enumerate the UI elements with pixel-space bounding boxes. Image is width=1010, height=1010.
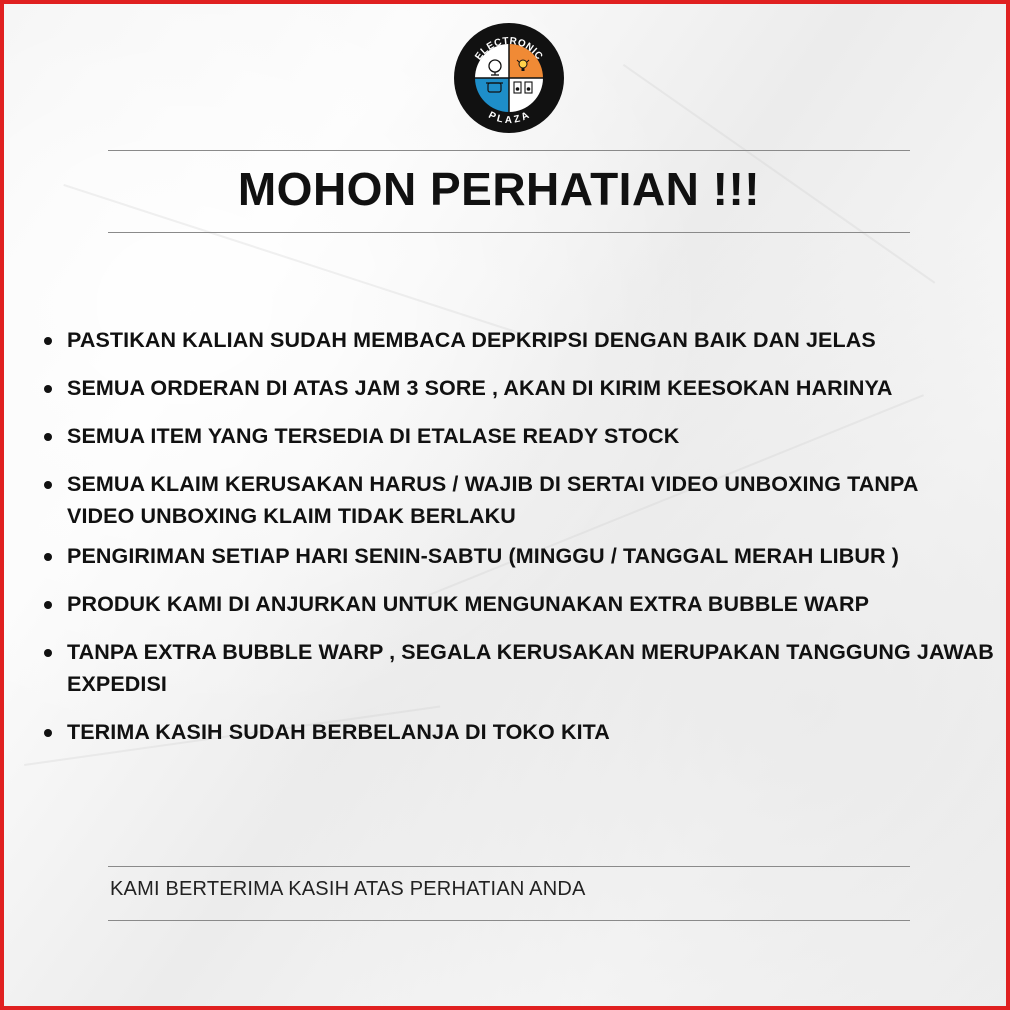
notice-text: TANPA EXTRA BUBBLE WARP , SEGALA KERUSAKAN MERUPAKAN TANGGUNG JAWAB EXPEDISI xyxy=(67,640,994,696)
bullet-icon xyxy=(44,601,52,609)
bullet-icon xyxy=(44,729,52,737)
notice-text: PRODUK KAMI DI ANJURKAN UNTUK MENGUNAKAN EXTRA BUBBLE WARP xyxy=(67,592,870,616)
notice-text: SEMUA KLAIM KERUSAKAN HARUS / WAJIB DI SERTAI VIDEO UNBOXING TANPA VIDEO UNBOXING KLAIM TIDAK BERLAKU xyxy=(67,472,918,528)
bullet-icon xyxy=(44,385,52,393)
electronic-plaza-logo xyxy=(453,22,565,134)
logo-top-text: ELECTRONIC xyxy=(473,35,545,63)
list-item xyxy=(40,540,990,572)
page-title: MOHON PERHATIAN !!! xyxy=(237,163,761,215)
notice-text: PASTIKAN KALIAN SUDAH MEMBACA DEPKRIPSI DENGAN BAIK DAN JELAS xyxy=(67,328,876,352)
divider-title-bottom xyxy=(108,232,910,233)
bullet-icon xyxy=(44,553,52,561)
logo-bottom-text: PLAZA xyxy=(486,109,532,127)
divider-top xyxy=(108,150,910,151)
list-item xyxy=(40,588,990,620)
bullet-icon xyxy=(44,337,52,345)
list-item xyxy=(40,420,990,452)
notice-text: SEMUA ORDERAN DI ATAS JAM 3 SORE , AKAN DI KIRIM KEESOKAN HARINYA xyxy=(67,376,893,400)
notice-list xyxy=(40,324,994,764)
notice-text: TERIMA KASIH SUDAH BERBELANJA DI TOKO KITA xyxy=(67,720,610,744)
list-item xyxy=(40,716,990,748)
list-item xyxy=(40,636,997,700)
list-item xyxy=(40,324,990,356)
notice-text: SEMUA ITEM YANG TERSEDIA DI ETALASE READY STOCK xyxy=(67,424,680,448)
divider-footer-bottom xyxy=(108,920,910,921)
bullet-icon xyxy=(44,481,52,489)
bullet-icon xyxy=(44,433,52,441)
bullet-icon xyxy=(44,649,52,657)
list-item xyxy=(40,468,947,532)
footer-text: KAMI BERTERIMA KASIH ATAS PERHATIAN ANDA xyxy=(110,878,586,900)
notice-text: PENGIRIMAN SETIAP HARI SENIN-SABTU (MINGGU / TANGGAL MERAH LIBUR ) xyxy=(67,544,899,568)
list-item xyxy=(40,372,990,404)
divider-footer-top xyxy=(108,866,910,867)
